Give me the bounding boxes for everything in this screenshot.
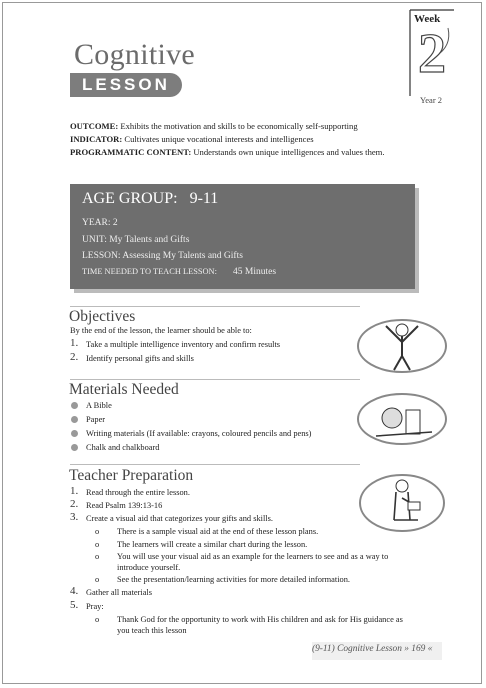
bullet-icon — [71, 444, 78, 451]
sub-marker: o — [95, 552, 100, 561]
infobox-year: YEAR: 2 — [82, 218, 118, 228]
week-label: Week — [414, 13, 441, 25]
prep-num: 5. — [70, 599, 79, 611]
outcome-line — [70, 121, 358, 131]
materials-rule — [70, 379, 360, 380]
objective-num: 1. — [70, 337, 79, 349]
indicator-text: Cultivates unique vocational interests and intelligences — [124, 134, 314, 144]
sub-marker: o — [95, 575, 100, 584]
infobox-time — [82, 267, 276, 277]
prep-num: 3. — [70, 511, 79, 523]
prep-num: 2. — [70, 498, 79, 510]
material-item: Writing materials (If available: crayons, coloured pencils and pens) — [86, 429, 312, 438]
prep-subitem: you teach this lesson — [117, 626, 187, 635]
outcome-text: Exhibits the motivation and skills to be economically self-supporting — [120, 121, 358, 131]
indicator-label: INDICATOR: — [70, 134, 123, 144]
time-value: 45 Minutes — [233, 267, 277, 277]
prep-item: Read Psalm 139:13-16 — [86, 501, 163, 510]
content-line — [70, 147, 385, 157]
year-label: Year 2 — [420, 95, 443, 105]
prep-num: 4. — [70, 585, 79, 597]
objectives-intro: By the end of the lesson, the learner should be able to: — [70, 326, 252, 335]
prep-subitem: See the presentation/learning activities for more detailed information. — [117, 575, 351, 584]
objectives-title: Objectives — [69, 308, 136, 325]
infobox-lesson: LESSON: Assessing My Talents and Gifts — [82, 251, 243, 261]
outcome-label: OUTCOME: — [70, 121, 119, 131]
bullet-icon — [71, 402, 78, 409]
material-item: A Bible — [86, 401, 112, 410]
page-title: Cognitive — [74, 38, 196, 71]
materials-title: Materials Needed — [69, 381, 179, 398]
prep-item: Gather all materials — [86, 588, 153, 597]
bullet-icon — [71, 430, 78, 437]
sub-marker: o — [95, 527, 100, 536]
teacher-prep-rule — [70, 464, 360, 465]
page-footer: (9-11) Cognitive Lesson » 169 « — [312, 644, 433, 654]
objective-item: Identify personal gifts and skills — [86, 354, 194, 363]
week-number: 2 — [418, 23, 446, 85]
sub-marker: o — [95, 615, 100, 624]
infobox-unit: UNIT: My Talents and Gifts — [82, 235, 190, 245]
prep-item: Read through the entire lesson. — [86, 488, 190, 497]
age-group-value: 9-11 — [189, 190, 219, 207]
prep-subitem: The learners will create a similar chart during the lesson. — [117, 540, 308, 549]
objectives-rule — [70, 306, 360, 307]
person-reading-illustration — [358, 470, 446, 536]
material-item: Chalk and chalkboard — [86, 443, 160, 452]
material-item: Paper — [86, 415, 106, 424]
objective-item: Take a multiple intelligence inventory and confirm results — [86, 340, 281, 349]
content-label: PROGRAMMATIC CONTENT: — [70, 147, 192, 157]
indicator-line — [70, 134, 314, 144]
prep-item: Pray: — [86, 602, 104, 611]
age-group-label: AGE GROUP: — [82, 190, 178, 207]
prep-subitem: introduce yourself. — [117, 563, 181, 572]
child-celebrating-illustration — [356, 312, 448, 376]
bullet-icon — [71, 416, 78, 423]
prep-num: 1. — [70, 485, 79, 497]
prep-subitem: There is a sample visual aid at the end of these lesson plans. — [117, 527, 319, 536]
school-supplies-illustration — [356, 388, 448, 450]
prep-subitem: Thank God for the opportunity to work with His children and ask for His guidance as — [117, 615, 403, 624]
age-group — [82, 190, 218, 208]
teacher-prep-title: Teacher Preparation — [69, 467, 194, 484]
prep-item: Create a visual aid that categorizes your gifts and skills. — [86, 514, 273, 523]
prep-subitem: You will use your visual aid as an example for the learners to see and as a way to — [117, 552, 389, 561]
objective-num: 2. — [70, 351, 79, 363]
time-label: TIME NEEDED TO TEACH LESSON: — [82, 267, 217, 276]
content-text: Understands own unique intelligences and values them. — [193, 147, 385, 157]
lesson-subtitle: LESSON — [82, 75, 170, 94]
sub-marker: o — [95, 540, 100, 549]
